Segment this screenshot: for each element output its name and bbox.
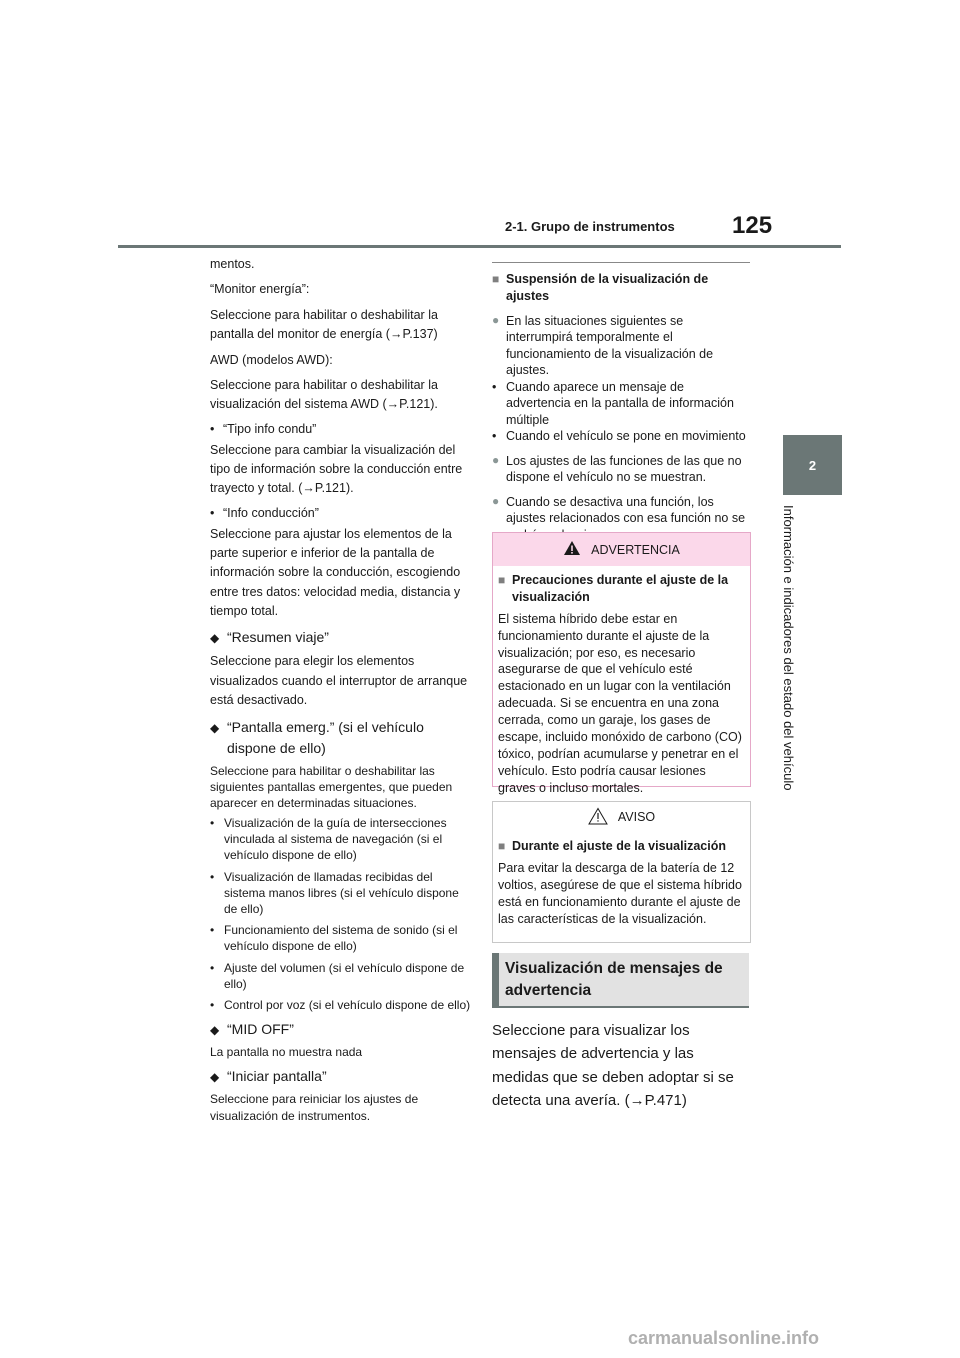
note-item bbox=[492, 313, 750, 379]
running-header-section: 2-1. Grupo de instrumentos bbox=[505, 219, 675, 234]
paragraph: Seleccione para ajustar los elementos de la parte superior e inferior de la pantalla de información sobre la conducción, escogiendo entre tres datos: velocidad media, distancia y tiempo total. bbox=[210, 526, 461, 618]
paragraph: AWD (modelos AWD): bbox=[210, 352, 333, 367]
diamond-icon: ◆ bbox=[210, 631, 220, 646]
bullet-title: “Tipo info condu” bbox=[223, 421, 317, 436]
warning-subheading-text: Precauciones durante el ajuste de la visualización bbox=[512, 573, 729, 604]
bullet-mark: • bbox=[492, 379, 497, 394]
header-rule bbox=[118, 245, 841, 248]
paragraph: Seleccione para reiniciar los ajustes de visualización de instrumentos. bbox=[210, 1092, 419, 1123]
warning-text: El sistema híbrido debe estar en funcionamiento durante el ajuste de la visualización; por eso, es necesario asegurarse de que el vehículo esté estacionado en un lugar con la ventilación adecuada. Si se encuentra en una zona cerrada, como un garaje, los gases de escape, incluido monóxido de carbono (CO) tóxico, podrían acumularse y penetrar en el vehículo. Esto podría causar lesiones graves o incluso mortales. bbox=[498, 611, 742, 795]
chapter-side-title bbox=[781, 505, 805, 835]
warning-box bbox=[492, 532, 751, 795]
paragraph: Seleccione para habilitar o deshabilitar las siguientes pantallas emergentes, que pueden aparecer en determinadas situaciones. bbox=[210, 763, 453, 810]
watermark: carmanualsonline.info bbox=[628, 1328, 820, 1348]
square-icon: ■ bbox=[498, 839, 506, 853]
notice-text: Para evitar la descarga de la batería de 12 voltios, asegúrese de que el sistema híbrido está en funcionamiento durante el ajuste de las características de la visualización. bbox=[498, 860, 742, 926]
section-heading bbox=[492, 953, 749, 1008]
note-text: Los ajustes de las funciones de las que no dispone el vehículo no se muestran. bbox=[506, 453, 742, 485]
chapter-side-title-text: Información e indicadores del estado del vehículo bbox=[781, 505, 796, 791]
page-number: 125 bbox=[732, 212, 773, 239]
bullet-item bbox=[210, 421, 472, 438]
square-icon: ■ bbox=[498, 573, 506, 587]
list-item bbox=[210, 869, 472, 918]
item-title: “Resumen viaje” bbox=[227, 629, 329, 646]
bullet-mark: • bbox=[210, 997, 215, 1012]
bullet-mark: • bbox=[210, 923, 215, 938]
circle-icon: ● bbox=[492, 493, 500, 508]
paragraph: Seleccione para elegir los elementos visualizados cuando el interruptor de arranque está desactivado. bbox=[210, 654, 468, 708]
note-item bbox=[492, 453, 750, 486]
circle-icon: ● bbox=[492, 312, 500, 327]
bullet-mark: • bbox=[210, 421, 215, 436]
diamond-icon: ◆ bbox=[210, 720, 220, 735]
popup-list bbox=[210, 815, 472, 1013]
item-heading bbox=[210, 627, 472, 648]
bullet-mark: • bbox=[492, 429, 497, 444]
bullet-mark: • bbox=[210, 960, 215, 975]
right-column bbox=[492, 262, 750, 551]
paragraph: Seleccione para habilitar o deshabilitar la visualización del sistema AWD (→P.121). bbox=[210, 377, 438, 412]
notice-body bbox=[493, 832, 750, 927]
list-item-text: Cuando aparece un mensaje de advertencia en la pantalla de información múltiple bbox=[506, 379, 734, 427]
paragraph: mentos. bbox=[210, 257, 255, 271]
paragraph: La pantalla no muestra nada bbox=[210, 1045, 363, 1060]
list-item-text: Visualización de la guía de intersecciones vinculada al sistema de navegación (si el vehículo dispone de ello) bbox=[224, 816, 447, 863]
notice-subheading bbox=[498, 838, 744, 855]
paragraph: “Monitor energía”: bbox=[210, 282, 310, 297]
bullet-title: “Info conducción” bbox=[223, 505, 319, 520]
circle-icon: ● bbox=[492, 452, 500, 467]
section-rule bbox=[492, 262, 750, 263]
list-item bbox=[492, 379, 750, 429]
notice-header bbox=[493, 802, 750, 832]
bullet-mark: • bbox=[210, 505, 215, 520]
diamond-icon: ◆ bbox=[210, 1023, 220, 1038]
list-item-text: Control por voz (si el vehículo dispone de ello) bbox=[224, 997, 471, 1012]
bullet-item bbox=[210, 505, 472, 522]
list-item-text: Funcionamiento del sistema de sonido (si el vehículo dispone de ello) bbox=[224, 923, 458, 954]
warning-triangle-icon bbox=[563, 540, 581, 559]
list-item bbox=[210, 922, 472, 954]
warning-title: ADVERTENCIA bbox=[591, 542, 680, 557]
list-item bbox=[210, 960, 472, 992]
bullet-mark: • bbox=[210, 869, 215, 884]
bullet-mark: • bbox=[210, 816, 215, 831]
list-item-text: Ajuste del volumen (si el vehículo dispone de ello) bbox=[224, 960, 465, 991]
item-title: “Iniciar pantalla” bbox=[227, 1068, 327, 1085]
chapter-tab: 2 bbox=[783, 435, 842, 495]
notice-title: AVISO bbox=[617, 810, 656, 824]
section-heading-text: Visualización de mensajes de advertencia bbox=[505, 960, 723, 1000]
notice-box bbox=[492, 801, 751, 943]
item-heading bbox=[210, 1019, 472, 1040]
note-text: En las situaciones siguientes se interrumpirá temporalmente el funcionamiento de la visualización de ajustes. bbox=[506, 313, 714, 378]
list-item-text: Cuando el vehículo se pone en movimiento bbox=[506, 429, 746, 444]
list-item bbox=[210, 997, 472, 1013]
paragraph: Seleccione para habilitar o deshabilitar la pantalla del monitor de energía (→P.137) bbox=[210, 307, 438, 342]
subsection-heading-text: Suspensión de la visualización de ajustes bbox=[506, 272, 709, 303]
list-item-text: Visualización de llamadas recibidas del sistema manos libres (si el vehículo dispone de ello) bbox=[224, 869, 459, 916]
paragraph: Seleccione para cambiar la visualización del tipo de información sobre la conducción entre trayecto y total. (→P.121). bbox=[210, 442, 463, 496]
section-heading-bar bbox=[492, 953, 499, 1008]
left-column bbox=[210, 255, 472, 1124]
warning-subheading bbox=[498, 572, 744, 606]
diamond-icon: ◆ bbox=[210, 1070, 220, 1085]
list-item bbox=[210, 815, 472, 864]
item-title: “Pantalla emerg.” (si el vehículo dispone de ello) bbox=[227, 718, 424, 756]
square-icon: ■ bbox=[492, 272, 500, 286]
section-heading-underline bbox=[492, 1006, 749, 1008]
notice-subheading-text: Durante el ajuste de la visualización bbox=[512, 839, 726, 853]
section-paragraph: Seleccione para visualizar los mensajes de advertencia y las medidas que se deben adoptar si se detecta una avería. (→P.471) bbox=[492, 1022, 734, 1109]
item-heading bbox=[210, 717, 472, 759]
list-item bbox=[492, 428, 750, 445]
caution-triangle-icon bbox=[588, 807, 608, 828]
subsection-heading bbox=[492, 271, 750, 305]
warning-body bbox=[493, 566, 750, 796]
item-heading bbox=[210, 1066, 472, 1087]
note-text: Cuando se desactiva una función, los ajustes relacionados con esa función no se bbox=[506, 494, 746, 526]
item-title: “MID OFF” bbox=[227, 1021, 294, 1038]
warning-header bbox=[493, 533, 750, 566]
